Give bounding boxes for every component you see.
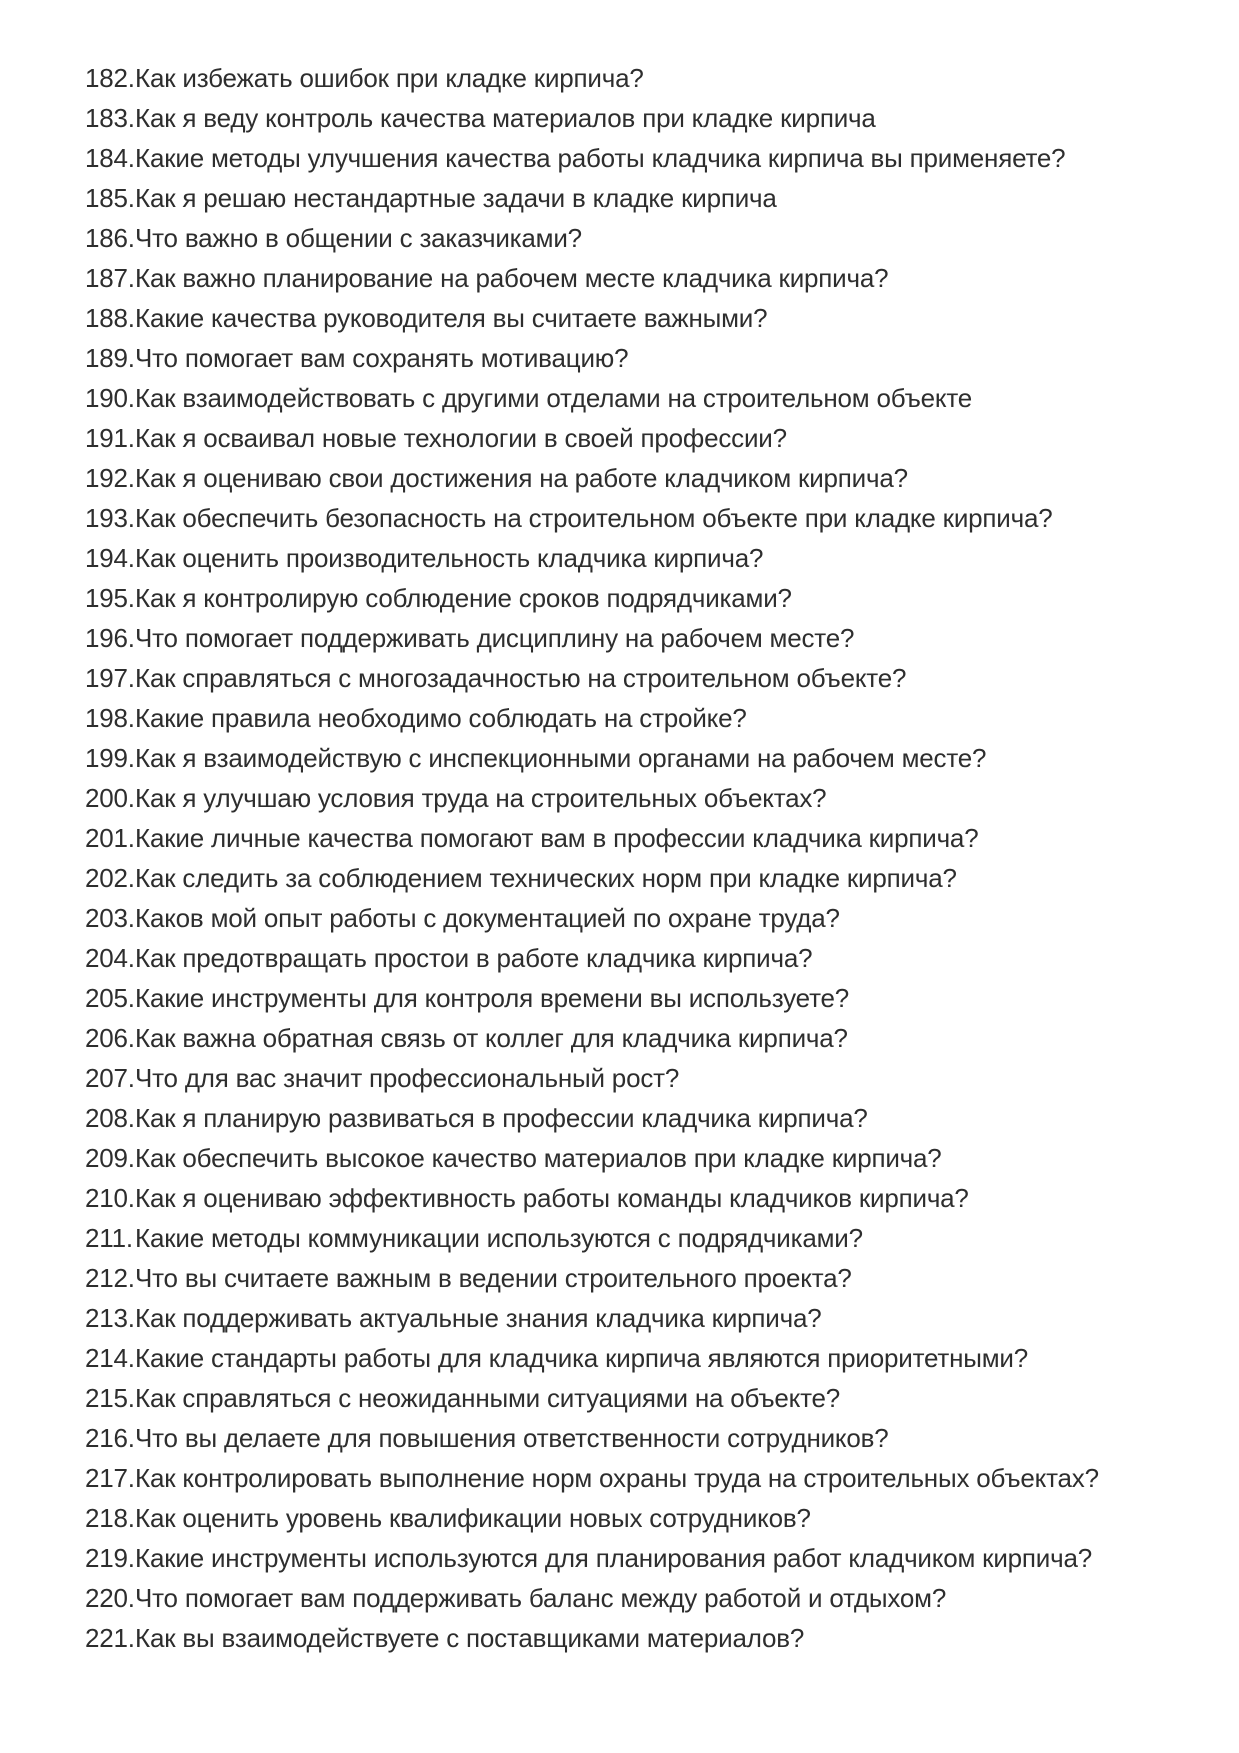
list-item (85, 98, 1219, 138)
list-item (85, 938, 1219, 978)
item-text: Как поддерживать актуальные знания кладчика кирпича? (135, 1303, 822, 1333)
item-text: Как вы взаимодействуете с поставщиками материалов? (135, 1623, 805, 1653)
item-number: 188. (85, 303, 135, 333)
list-item (85, 1418, 1219, 1458)
list-item (85, 578, 1219, 618)
item-number: 218. (85, 1503, 135, 1533)
list-item (85, 218, 1219, 258)
list-item (85, 1338, 1219, 1378)
item-number: 205. (85, 983, 135, 1013)
list-item (85, 738, 1219, 778)
item-text: Что помогает вам сохранять мотивацию? (135, 343, 629, 373)
list-item (85, 58, 1219, 98)
list-item (85, 1618, 1219, 1658)
item-text: Что помогает вам поддерживать баланс между работой и отдыхом? (135, 1583, 947, 1613)
question-list (85, 58, 1219, 1658)
item-number: 211. (85, 1223, 133, 1253)
item-number: 209. (85, 1143, 135, 1173)
item-text: Что помогает поддерживать дисциплину на рабочем месте? (135, 623, 855, 653)
list-item (85, 1218, 1219, 1258)
item-text: Какие инструменты для контроля времени вы используете? (135, 983, 850, 1013)
list-item (85, 1458, 1219, 1498)
list-item (85, 898, 1219, 938)
item-number: 187. (85, 263, 135, 293)
item-text: Как я взаимодействую с инспекционными органами на рабочем месте? (135, 743, 987, 773)
item-text: Какие правила необходимо соблюдать на стройке? (135, 703, 747, 733)
list-item (85, 418, 1219, 458)
item-number: 184. (85, 143, 135, 173)
list-item (85, 818, 1219, 858)
list-item (85, 1578, 1219, 1618)
item-text: Какие стандарты работы для кладчика кирпича являются приоритетными? (135, 1343, 1029, 1373)
item-number: 213. (85, 1303, 135, 1333)
item-number: 203. (85, 903, 135, 933)
item-text: Как предотвращать простои в работе кладчика кирпича? (135, 943, 813, 973)
list-item (85, 698, 1219, 738)
list-item (85, 858, 1219, 898)
item-text: Как оценить производительность кладчика кирпича? (135, 543, 764, 573)
item-number: 221. (85, 1623, 135, 1653)
item-text: Какие личные качества помогают вам в профессии кладчика кирпича? (135, 823, 979, 853)
list-item (85, 1538, 1219, 1578)
item-number: 201. (85, 823, 135, 853)
item-text: Как контролировать выполнение норм охраны труда на строительных объектах? (135, 1463, 1099, 1493)
item-number: 196. (85, 623, 135, 653)
item-text: Какие инструменты используются для планирования работ кладчиком кирпича? (135, 1543, 1092, 1573)
item-number: 198. (85, 703, 135, 733)
item-text: Какие методы коммуникации используются с подрядчиками? (135, 1223, 863, 1253)
list-item (85, 1298, 1219, 1338)
item-text: Как я оцениваю свои достижения на работе кладчиком кирпича? (135, 463, 908, 493)
item-number: 189. (85, 343, 135, 373)
item-number: 190. (85, 383, 135, 413)
item-text: Как я веду контроль качества материалов при кладке кирпича (135, 103, 876, 133)
item-number: 214. (85, 1343, 135, 1373)
item-number: 193. (85, 503, 135, 533)
item-text: Что вы считаете важным в ведении строительного проекта? (135, 1263, 852, 1293)
item-number: 208. (85, 1103, 135, 1133)
item-number: 216. (85, 1423, 135, 1453)
item-number: 200. (85, 783, 135, 813)
item-number: 192. (85, 463, 135, 493)
item-text: Как важно планирование на рабочем месте кладчика кирпича? (135, 263, 889, 293)
item-text: Что для вас значит профессиональный рост? (135, 1063, 680, 1093)
item-number: 197. (85, 663, 135, 693)
list-item (85, 1258, 1219, 1298)
item-number: 199. (85, 743, 135, 773)
item-text: Как я оцениваю эффективность работы команды кладчиков кирпича? (135, 1183, 969, 1213)
list-item (85, 138, 1219, 178)
list-item (85, 618, 1219, 658)
item-text: Какие качества руководителя вы считаете важными? (135, 303, 768, 333)
list-item (85, 258, 1219, 298)
list-item (85, 378, 1219, 418)
item-text: Как я контролирую соблюдение сроков подрядчиками? (135, 583, 792, 613)
item-text: Каков мой опыт работы с документацией по охране труда? (135, 903, 840, 933)
list-item (85, 778, 1219, 818)
item-number: 207. (85, 1063, 135, 1093)
item-number: 182. (85, 63, 135, 93)
item-number: 212. (85, 1263, 135, 1293)
item-number: 206. (85, 1023, 135, 1053)
item-number: 185. (85, 183, 135, 213)
item-text: Как я планирую развиваться в профессии кладчика кирпича? (135, 1103, 868, 1133)
item-number: 217. (85, 1463, 135, 1493)
item-text: Как следить за соблюдением технических норм при кладке кирпича? (135, 863, 957, 893)
item-text: Как я улучшаю условия труда на строительных объектах? (135, 783, 827, 813)
item-number: 183. (85, 103, 135, 133)
item-text: Как справляться с многозадачностью на строительном объекте? (135, 663, 907, 693)
item-number: 215. (85, 1383, 135, 1413)
item-text: Как взаимодействовать с другими отделами на строительном объекте (135, 383, 973, 413)
list-item (85, 1378, 1219, 1418)
list-item (85, 178, 1219, 218)
item-text: Как я решаю нестандартные задачи в кладке кирпича (135, 183, 777, 213)
list-item (85, 538, 1219, 578)
list-item (85, 498, 1219, 538)
item-number: 186. (85, 223, 135, 253)
list-item (85, 1178, 1219, 1218)
list-item (85, 1138, 1219, 1178)
item-number: 191. (85, 423, 135, 453)
item-text: Как избежать ошибок при кладке кирпича? (135, 63, 644, 93)
item-number: 220. (85, 1583, 135, 1613)
item-text: Что вы делаете для повышения ответственности сотрудников? (135, 1423, 889, 1453)
item-text: Как важна обратная связь от коллег для кладчика кирпича? (135, 1023, 848, 1053)
item-text: Что важно в общении с заказчиками? (135, 223, 582, 253)
list-item (85, 298, 1219, 338)
item-text: Как оценить уровень квалификации новых сотрудников? (135, 1503, 811, 1533)
item-number: 204. (85, 943, 135, 973)
item-number: 210. (85, 1183, 135, 1213)
item-text: Как обеспечить высокое качество материалов при кладке кирпича? (135, 1143, 942, 1173)
list-item (85, 658, 1219, 698)
list-item (85, 1098, 1219, 1138)
item-text: Как справляться с неожиданными ситуациями на объекте? (135, 1383, 841, 1413)
item-text: Как я осваивал новые технологии в своей профессии? (135, 423, 787, 453)
list-item (85, 458, 1219, 498)
item-number: 194. (85, 543, 135, 573)
item-number: 202. (85, 863, 135, 893)
list-item (85, 1498, 1219, 1538)
item-text: Как обеспечить безопасность на строительном объекте при кладке кирпича? (135, 503, 1053, 533)
item-text: Какие методы улучшения качества работы кладчика кирпича вы применяете? (135, 143, 1066, 173)
list-item (85, 1058, 1219, 1098)
item-number: 195. (85, 583, 135, 613)
list-item (85, 338, 1219, 378)
list-item (85, 978, 1219, 1018)
item-number: 219. (85, 1543, 135, 1573)
list-item (85, 1018, 1219, 1058)
